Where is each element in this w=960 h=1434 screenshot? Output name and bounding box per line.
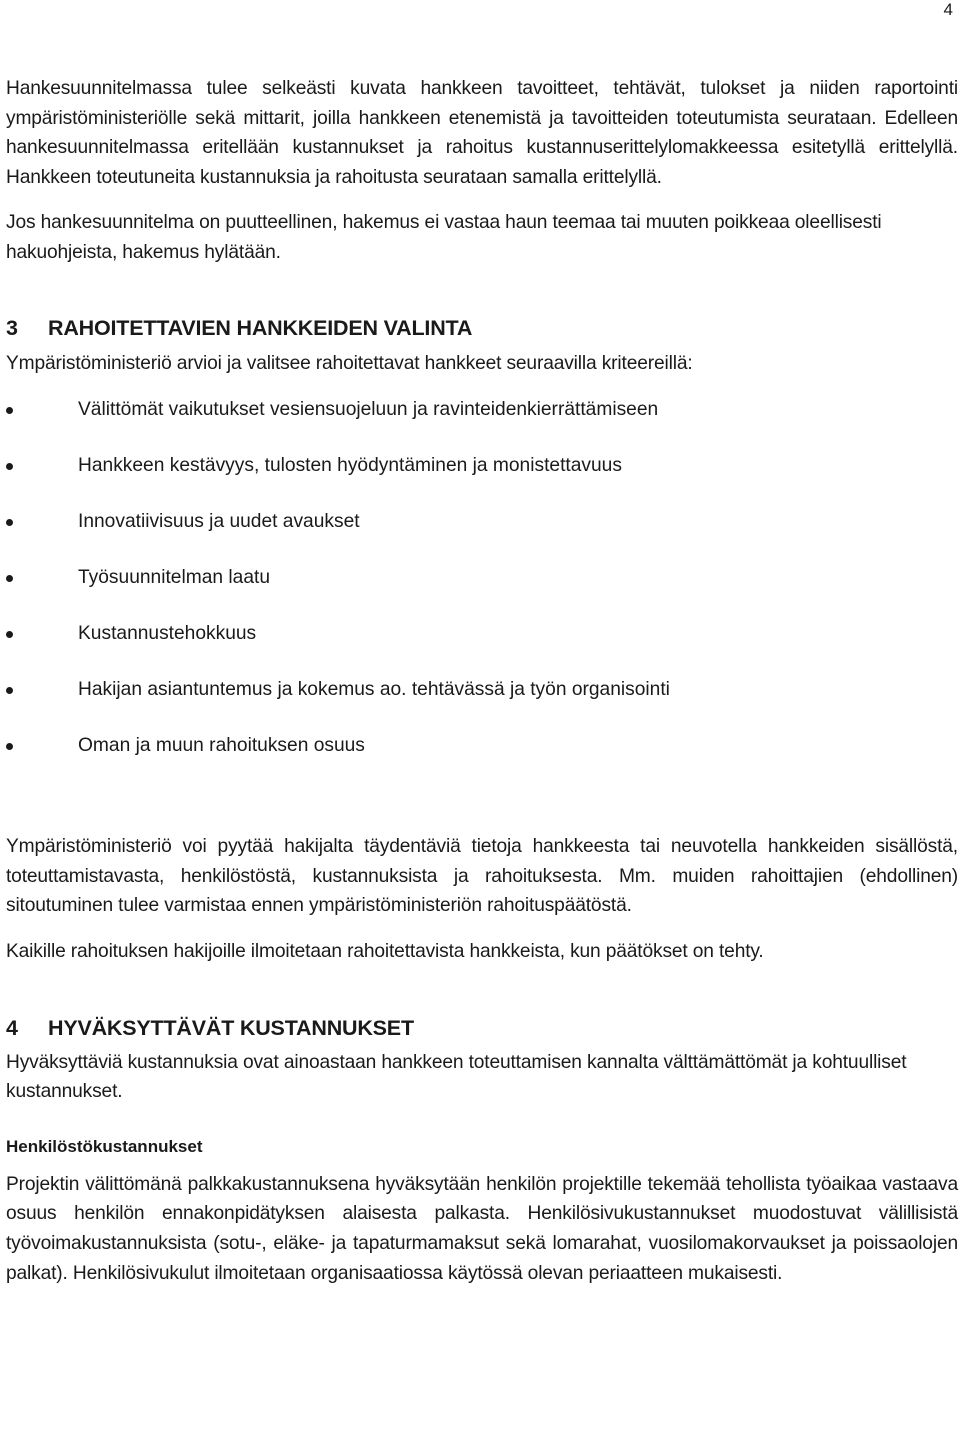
criteria-list — [6, 395, 958, 787]
list-item — [6, 451, 958, 507]
section-3-title: RAHOITETTAVIEN HANKKEIDEN VALINTA — [48, 315, 473, 340]
section-4-title: HYVÄKSYTTÄVÄT KUSTANNUKSET — [48, 1015, 414, 1040]
list-item — [6, 731, 958, 787]
bullet-icon — [6, 407, 13, 414]
section-3-intro: Ympäristöministeriö arvioi ja valitsee rahoitettavat hankkeet seuraavilla kriteereillä: — [6, 352, 693, 374]
document-body — [6, 74, 958, 1288]
criterion-text: Oman ja muun rahoituksen osuus — [78, 735, 365, 757]
paragraph-additional-info: Ympäristöministeriö voi pyytää hakijalta täydentäviä tietoja hankkeesta tai neuvotella hankkeiden sisällöstä, toteuttamistavasta, henkilöstöstä, kustannuksista ja rahoituksesta. Mm. muiden rahoittajien (ehdollinen) sitoutuminen tulee varmistaa ennen ympäristöministeriön rahoituspäätöstä. — [6, 836, 958, 917]
criterion-text: Työsuunnitelman laatu — [78, 567, 270, 589]
paragraph-personnel-costs: Projektin välittömänä palkkakustannuksena hyväksytään henkilön projektille tekemää tehollista työaikaa vastaava osuus henkilön ennakonpidätyksen alaisesta palkasta. Henkilösivukustannukset muodostuvat välillisistä työvoimakustannuksista (sotu-, eläke- ja tapaturmamaksut sekä lomarahat, vuosilomakorvaukset ja poissaolojen palkat). Henkilösivukulut ilmoitetaan organisaatiossa käytössä olevan periaatteen mukaisesti. — [6, 1173, 958, 1284]
section-4-heading — [6, 1012, 958, 1044]
criterion-text: Hakijan asiantuntemus ja kokemus ao. tehtävässä ja työn organisointi — [78, 679, 670, 701]
bullet-icon — [6, 463, 13, 470]
criterion-text: Hankkeen kestävyys, tulosten hyödyntäminen ja monistettavuus — [78, 455, 622, 477]
paragraph-notification: Kaikille rahoituksen hakijoille ilmoitetaan rahoitettavista hankkeista, kun päätökset on tehty. — [6, 940, 764, 962]
bullet-icon — [6, 743, 13, 750]
criterion-text: Välittömät vaikutukset vesiensuojeluun ja ravinteidenkierrättämiseen — [78, 399, 659, 421]
section-3-heading — [6, 312, 958, 344]
bullet-icon — [6, 687, 13, 694]
bullet-icon — [6, 575, 13, 582]
page-number: 4 — [943, 0, 953, 19]
section-4-intro: Hyväksyttäviä kustannuksia ovat ainoastaan hankkeen toteuttamisen kannalta välttämättömät ja kohtuulliset kustannukset. — [6, 1051, 907, 1103]
criterion-text: Innovatiivisuus ja uudet avaukset — [78, 511, 360, 533]
list-item — [6, 395, 958, 451]
bullet-icon — [6, 631, 13, 638]
section-4-number: 4 — [6, 1015, 18, 1040]
list-item — [6, 507, 958, 563]
list-item — [6, 619, 958, 675]
section-3-number: 3 — [6, 315, 18, 340]
list-item — [6, 563, 958, 619]
criterion-text: Kustannustehokkuus — [78, 623, 257, 645]
subsection-heading: Henkilöstökustannukset — [6, 1136, 203, 1156]
paragraph-project-plan: Hankesuunnitelmassa tulee selkeästi kuvata hankkeen tavoitteet, tehtävät, tulokset ja niiden raportointi ympäristöministeriölle sekä mittarit, joilla hankkeen etenemistä ja tavoitteiden toteutumista seurataan. Edelleen hankesuunnitelmassa eritellään kustannukset ja rahoitus kustannuserittelylomakkeessa esitetyllä erittelyllä. Hankkeen toteutuneita kustannuksia ja rahoitusta seurataan samalla erittelyllä. — [6, 78, 958, 188]
bullet-icon — [6, 519, 13, 526]
list-item — [6, 675, 958, 731]
paragraph-rejection: Jos hankesuunnitelma on puutteellinen, hakemus ei vastaa haun teemaa tai muuten poikkeaa oleellisesti hakuohjeista, hakemus hylätään. — [6, 212, 882, 263]
